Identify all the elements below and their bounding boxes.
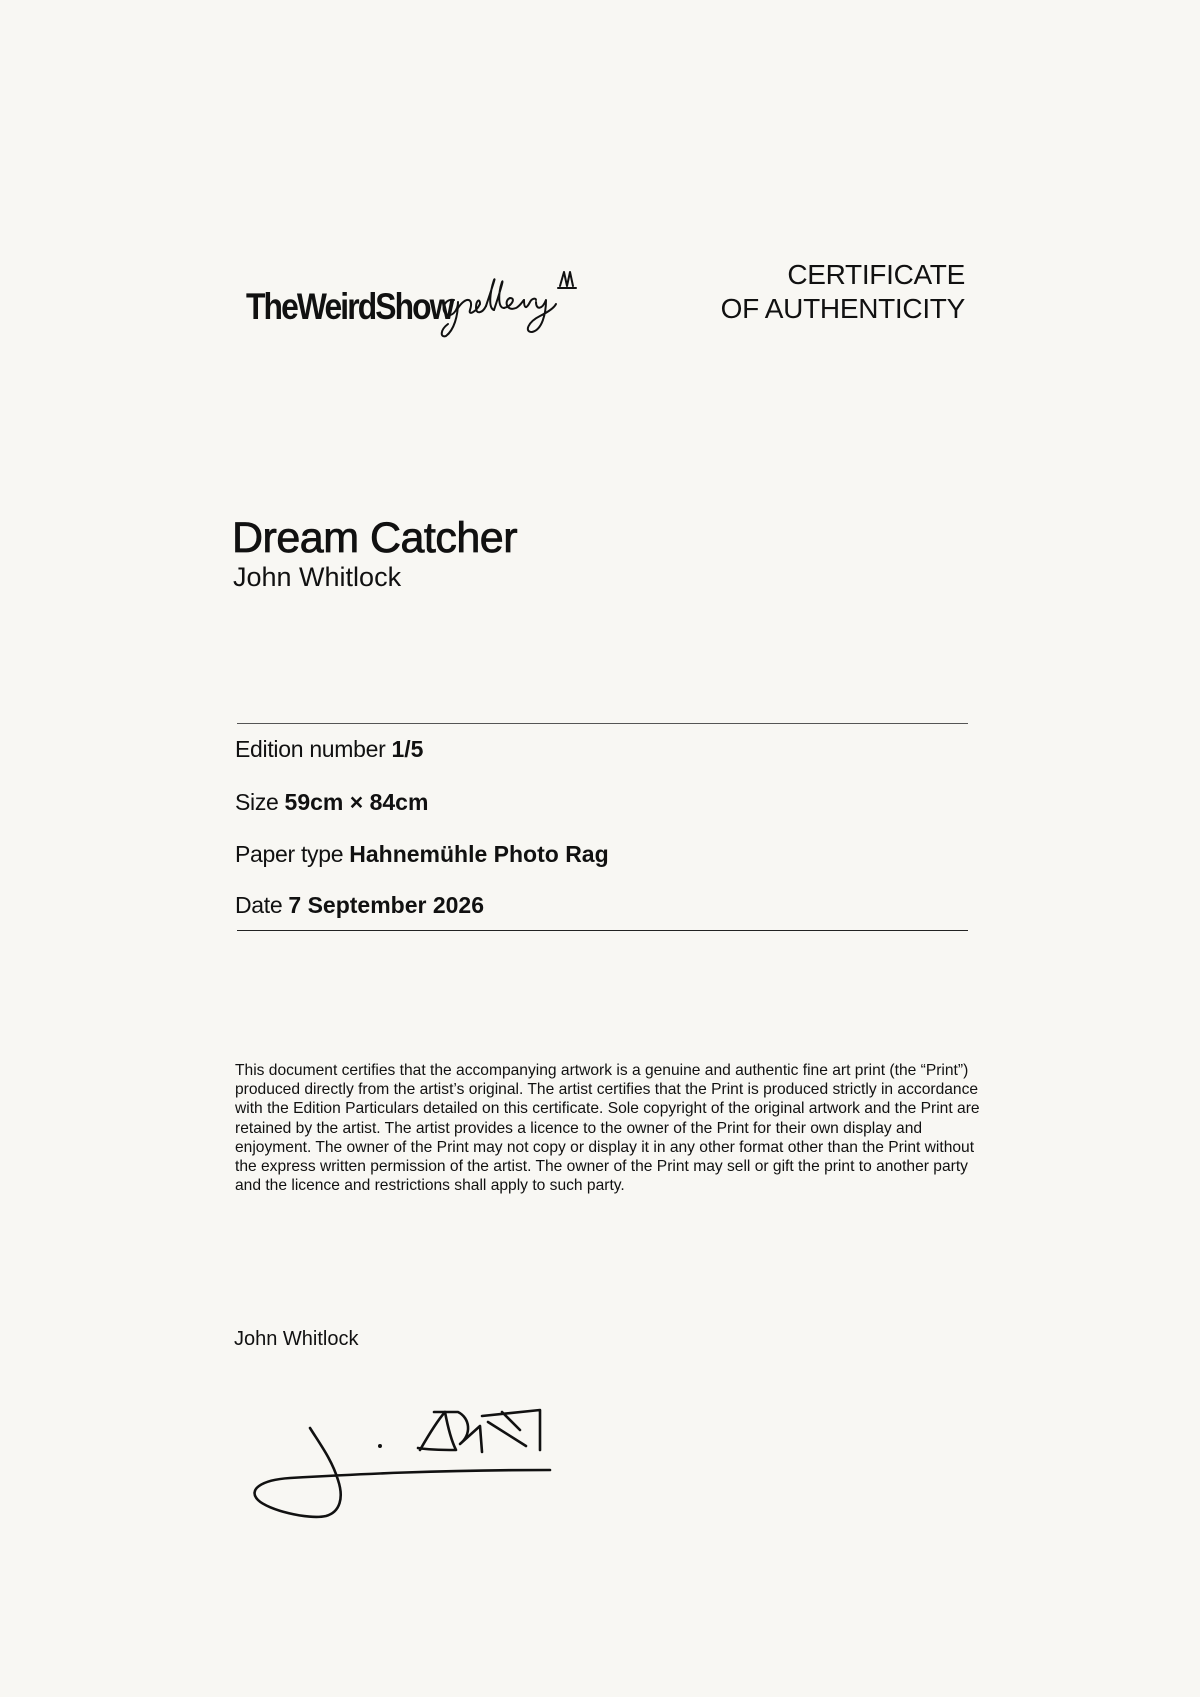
date-label: Date [235,892,283,918]
artwork-artist: John Whitlock [233,562,402,592]
edition-label: Edition number [235,736,386,762]
certificate-title-line-2: OF AUTHENTICITY [720,293,965,324]
handwritten-signature [250,1400,570,1530]
size-value: 59cm × 84cm [284,789,429,815]
gallery-logo [246,258,586,338]
date-value: 7 September 2026 [288,892,485,918]
date-row [235,890,484,920]
size-label: Size [235,789,279,815]
paper-type-value: Hahnemühle Photo Rag [349,841,609,867]
signer-name: John Whitlock [234,1328,359,1350]
certification-statement: This document certifies that the accompanying artwork is a genuine and authentic fine art print (the “Print”) produced directly from the artist’s original. The artist certifies that the Print is produced strictly in accordance with the Edition Particulars detailed on this certificate. Sole copyright of the original artwork and the Print are retained by the artist. The artist provides a licence to the owner of the Print for their own display and enjoyment. The owner of the Print may not copy or display it in any other format other than the Print without the express written permission of the artist. The owner of the Print may sell or gift the print to another party and the licence and restrictions shall apply to such party. [235,1062,980,1195]
certificate-title-line-1: CERTIFICATE [787,259,965,290]
artwork-title: Dream Catcher [232,514,518,562]
edition-value: 1/5 [391,736,424,762]
logo-script-gallery [436,258,586,338]
size-row [235,787,428,817]
particulars-top-divider [237,723,968,724]
edition-row [235,734,423,764]
paper-type-row [235,839,609,869]
particulars-bottom-divider [237,930,968,931]
certificate-title [721,258,965,326]
logo-wordmark: TheWeirdShow [246,286,453,327]
paper-type-label: Paper type [235,841,344,867]
